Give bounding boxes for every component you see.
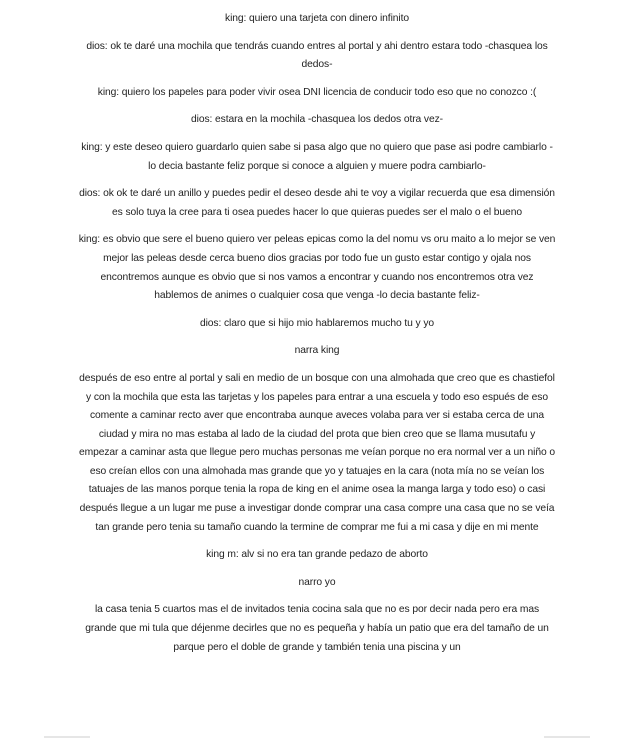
paragraph-king-thought: king m: alv si no era tan grande pedazo de aborto <box>206 549 428 561</box>
narrator-heading-king: narra king <box>294 345 340 357</box>
paragraph-king-1: king: quiero una tarjeta con dinero infinito <box>225 13 409 24</box>
paragraph-dios-1: dios: ok te daré una mochila que tendrás cuando entres al portal y ahi dentro estara todo -chasquea los dedos- <box>86 40 548 71</box>
paragraph-narration-2: la casa tenia 5 cuartos mas el de invitados tenia cocina sala que no es por decir nada pero era mas grande que mi tula que déjenme decirles que no es pequeña y había un patio que era del tamaño de un parque pero el doble de grande y también tenia una piscina y un <box>85 604 549 653</box>
paragraph-dios-3: dios: ok ok te daré un anillo y puedes pedir el deseo desde ahi te voy a vigilar recuerda que esa dimensión es solo tuya la cree para ti osea puedes hacer lo que quieras puedes ser el malo o el bueno <box>79 188 555 218</box>
paragraph-narration-1: después de eso entre al portal y sali en medio de un bosque con una almohada que creo que es chastiefol y con la mochila que esta las tarjetas y los papeles para entrar a una escuela y todo eso espués de eso comente a caminar recto aver que encontraba aunque aveces volaba para ver si estaba cerca de una ciudad y mira no mas estaba al lado de la ciudad del prota que bien creo que se llama musutafu y empezar a caminar asta que llegue pero muchas personas me veían porque no era normal ver a un niño o eso creían ellos con una almohada mas grande que yo y tatuajes en la cara (nota mía no se veían los tatuajes de las manos porque tenia la ropa de king en el anime osea la manga larga y todo eso) o casi después llegue a un lugar me puse a investigar donde comprar una casa compre una casa que no se veía tan grande pero tenia su tamaño cuando la termine de comprar me fui a mi casa y dije en mi mente <box>79 372 555 533</box>
paragraph-king-4: king: es obvio que sere el bueno quiero ver peleas epicas como la del nomu vs oru maito a lo mejor se ven mejor las peleas desde cerca bueno dios gracias por todo fue un gusto estar contigo y ojala nos encontremos aunque es obvio que si nos vamos a encontrar y cuando nos encontremos otra vez hablemos de animes o cualquier cosa que venga -lo decia bastante feliz- <box>78 234 556 302</box>
page-edge-left <box>44 736 90 738</box>
paragraph-king-2: king: quiero los papeles para poder vivir osea DNI licencia de conducir todo eso que no conozco :( <box>97 86 537 98</box>
paragraph-dios-2: dios: estara en la mochila -chasquea los dedos otra vez- <box>191 114 443 126</box>
story-text <box>78 10 556 666</box>
narrator-heading-yo: narro yo <box>298 576 336 588</box>
paragraph-dios-4: dios: claro que si hijo mio hablaremos mucho tu y yo <box>199 317 435 329</box>
paragraph-king-3: king: y este deseo quiero guardarlo quien sabe si pasa algo que no quiero que pase asi podre cambiarlo -lo decia bastante feliz porque si conoce a alguien y muere podra cambiarlo- <box>81 141 553 172</box>
page-edge-right <box>544 736 590 738</box>
